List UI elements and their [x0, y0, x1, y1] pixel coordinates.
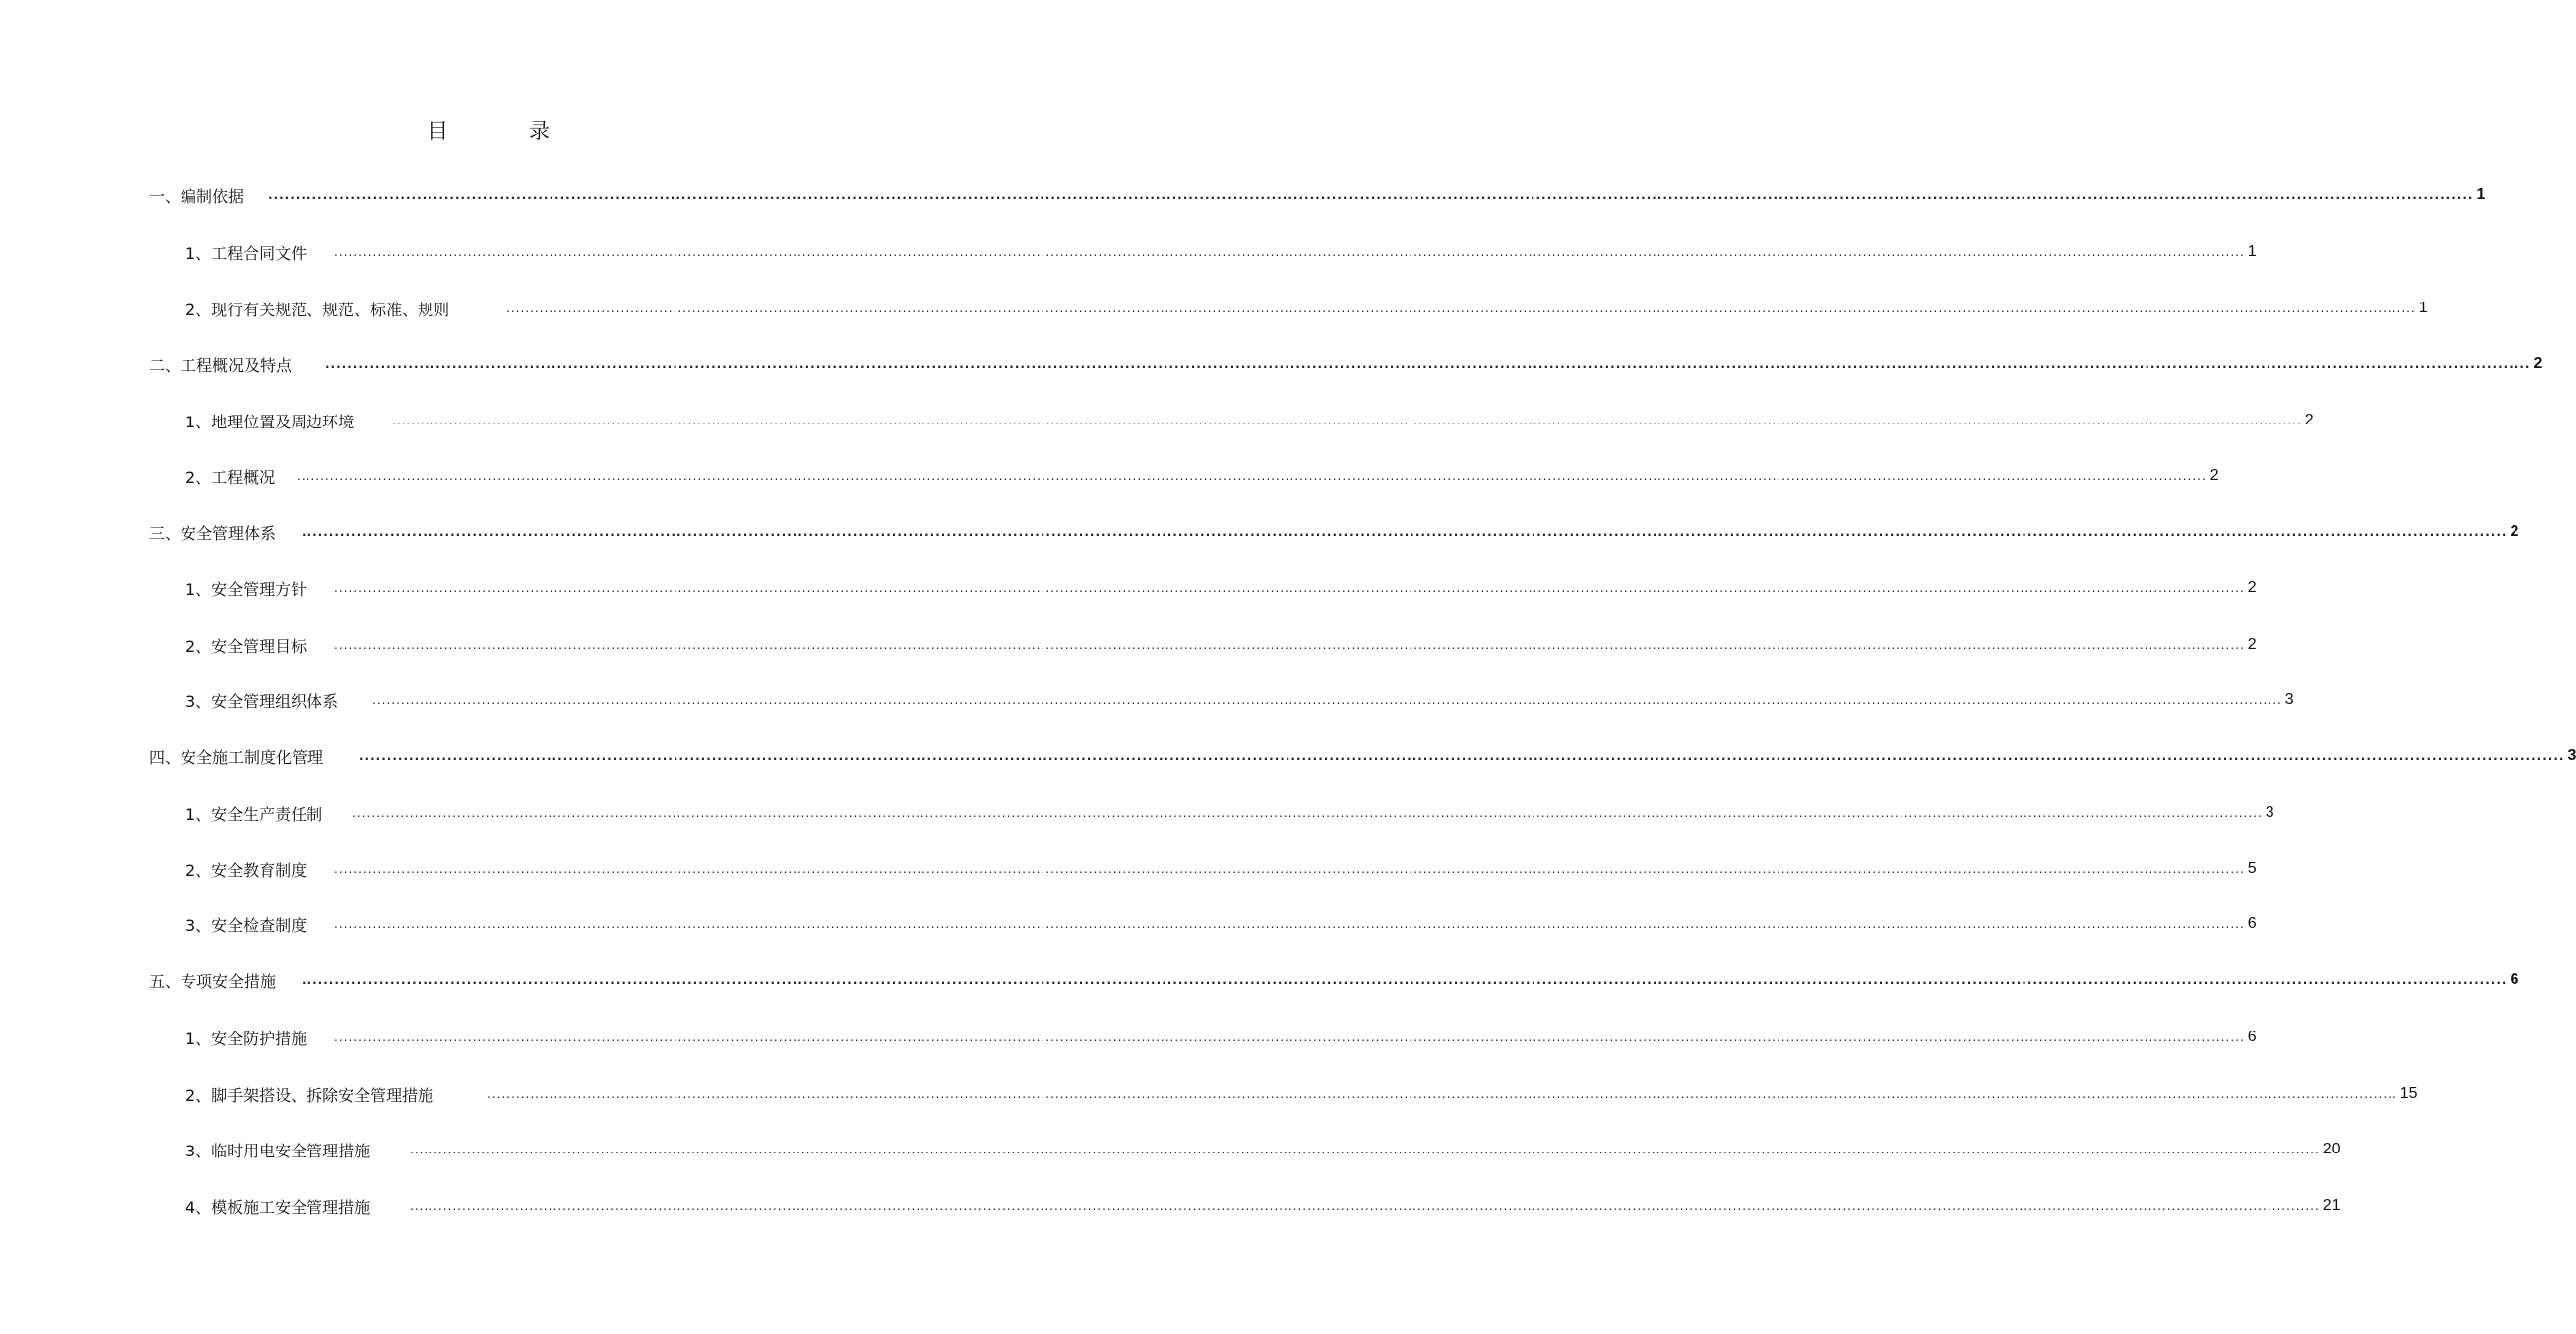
toc-entry-label: 4、模板施工安全管理措施 — [185, 1197, 371, 1217]
toc-entry-page: 2 — [2247, 579, 2257, 596]
toc-entry[interactable] — [185, 688, 2294, 712]
toc-leader: ................................................................................................................................................................................................................................................................................................................................................................................................................ — [506, 302, 2416, 315]
toc-entry-page: 3 — [2265, 804, 2274, 821]
toc-leader: ................................................................................................................................................................................................................................................................................................................................................................................................................ — [325, 357, 2531, 371]
toc-entry-page: 1 — [2247, 243, 2257, 260]
toc-entry-label: 五、专项安全措施 — [149, 971, 277, 991]
toc-leader: ................................................................................................................................................................................................................................................................................................................................................................................................................ — [410, 1143, 2320, 1156]
toc-leader: ................................................................................................................................................................................................................................................................................................................................................................................................................ — [302, 525, 2508, 539]
toc-leader: ................................................................................................................................................................................................................................................................................................................................................................................................................ — [334, 638, 2245, 652]
toc-entry[interactable] — [185, 1082, 2418, 1106]
toc-entry-label: 2、工程概况 — [185, 467, 276, 487]
toc-leader: ................................................................................................................................................................................................................................................................................................................................................................................................................ — [268, 188, 2474, 202]
toc-leader: ................................................................................................................................................................................................................................................................................................................................................................................................................ — [392, 414, 2302, 427]
toc-leader: ................................................................................................................................................................................................................................................................................................................................................................................................................ — [334, 862, 2245, 876]
toc-entry[interactable] — [149, 520, 2519, 544]
toc-entry-page: 2 — [2247, 636, 2257, 653]
toc-leader: ................................................................................................................................................................................................................................................................................................................................................................................................................ — [334, 1031, 2245, 1044]
toc-entry[interactable] — [149, 744, 2576, 768]
document-title — [0, 115, 942, 145]
toc-entry[interactable] — [185, 857, 2257, 881]
toc-entry[interactable] — [185, 912, 2257, 936]
toc-entry-page: 21 — [2322, 1197, 2341, 1214]
toc-leader: ................................................................................................................................................................................................................................................................................................................................................................................................................ — [487, 1087, 2397, 1101]
toc-entry-page: 15 — [2399, 1085, 2418, 1102]
title-char-2: 录 — [529, 119, 550, 143]
toc-entry-page: 2 — [2209, 467, 2219, 484]
toc-entry-label: 2、脚手架搭设、拆除安全管理措施 — [185, 1085, 434, 1105]
toc-entry-page: 3 — [2284, 691, 2294, 708]
toc-leader: ................................................................................................................................................................................................................................................................................................................................................................................................................ — [372, 693, 2282, 707]
toc-entry-label: 1、安全防护措施 — [185, 1029, 307, 1048]
toc-leader: ................................................................................................................................................................................................................................................................................................................................................................................................................ — [334, 245, 2245, 259]
toc-leader: ................................................................................................................................................................................................................................................................................................................................................................................................................ — [297, 469, 2207, 483]
toc-entry-label: 二、工程概况及特点 — [149, 355, 293, 375]
toc-entry[interactable] — [185, 576, 2257, 600]
toc-entry-label: 2、安全教育制度 — [185, 860, 307, 880]
toc-leader: ................................................................................................................................................................................................................................................................................................................................................................................................................ — [334, 917, 2245, 931]
toc-entry[interactable] — [149, 968, 2519, 992]
toc-entry-page: 3 — [2567, 747, 2576, 764]
toc-entry[interactable] — [185, 409, 2314, 432]
toc-entry[interactable] — [185, 240, 2257, 264]
toc-entry-page: 2 — [2533, 355, 2543, 372]
toc-entry-label: 3、临时用电安全管理措施 — [185, 1141, 371, 1160]
toc-entry-label: 2、现行有关规范、规范、标准、规则 — [185, 300, 450, 319]
toc-entry-page: 6 — [2510, 971, 2519, 988]
toc-entry[interactable] — [185, 1026, 2257, 1049]
toc-entry-page: 2 — [2304, 412, 2314, 428]
toc-entry[interactable] — [185, 633, 2257, 657]
toc-entry-label: 2、安全管理目标 — [185, 636, 307, 656]
toc-entry-page: 20 — [2322, 1141, 2341, 1157]
toc-entry[interactable] — [185, 1194, 2341, 1218]
toc-entry[interactable] — [149, 183, 2486, 207]
toc-entry-label: 3、安全检查制度 — [185, 915, 307, 935]
toc-entry-label: 1、地理位置及周边环境 — [185, 412, 355, 431]
toc-leader: ................................................................................................................................................................................................................................................................................................................................................................................................................ — [352, 806, 2263, 820]
toc-entry-label: 三、安全管理体系 — [149, 523, 277, 543]
toc-entry[interactable] — [185, 464, 2219, 488]
toc-entry[interactable] — [185, 801, 2274, 825]
toc-leader: ................................................................................................................................................................................................................................................................................................................................................................................................................ — [334, 581, 2245, 595]
title-char-1: 目 — [428, 119, 448, 143]
toc-entry-label: 1、工程合同文件 — [185, 243, 307, 263]
toc-entry-page: 1 — [2476, 186, 2486, 203]
toc-entry-label: 3、安全管理组织体系 — [185, 691, 339, 711]
toc-entry-page: 2 — [2510, 523, 2519, 540]
toc-entry[interactable] — [185, 297, 2428, 320]
toc-entry-page: 6 — [2247, 1029, 2257, 1045]
toc-leader: ................................................................................................................................................................................................................................................................................................................................................................................................................ — [359, 749, 2565, 763]
toc-leader: ................................................................................................................................................................................................................................................................................................................................................................................................................ — [410, 1199, 2320, 1213]
toc-entry-label: 1、安全管理方针 — [185, 579, 307, 599]
toc-entry-label: 1、安全生产责任制 — [185, 804, 323, 824]
toc-entry-page: 1 — [2418, 300, 2428, 316]
toc-entry[interactable] — [185, 1138, 2341, 1161]
toc-entry-page: 5 — [2247, 860, 2257, 877]
toc-entry-label: 一、编制依据 — [149, 186, 245, 206]
toc-entry-page: 6 — [2247, 915, 2257, 932]
toc-entry-label: 四、安全施工制度化管理 — [149, 747, 324, 767]
toc-leader: ................................................................................................................................................................................................................................................................................................................................................................................................................ — [302, 973, 2508, 987]
toc-entry[interactable] — [149, 352, 2543, 376]
